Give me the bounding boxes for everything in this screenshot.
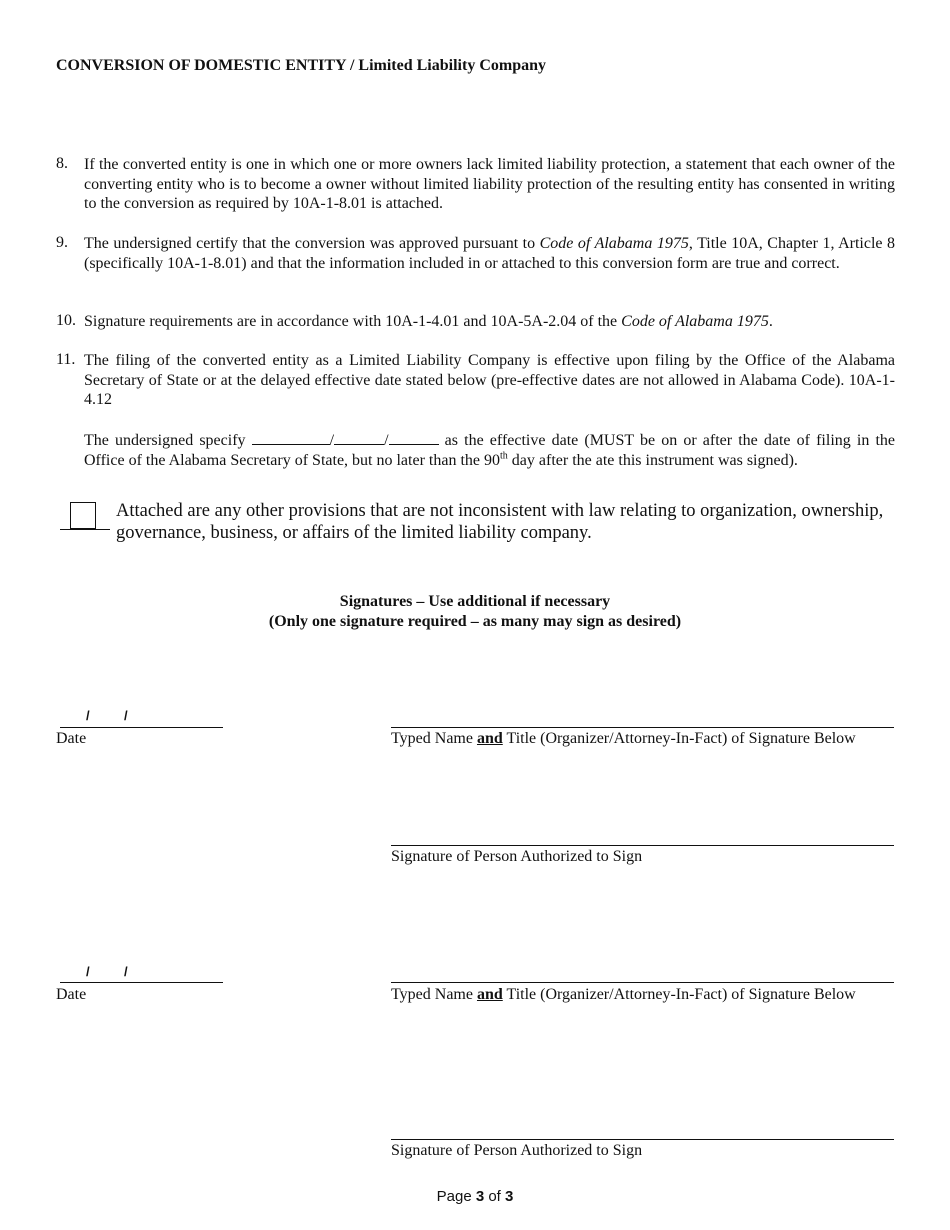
item-number: 11. bbox=[56, 351, 76, 368]
signature-line-2[interactable] bbox=[391, 1139, 894, 1140]
item-number: 10. bbox=[56, 312, 76, 329]
item-text: If the converted entity is one in which one or more owners lack limited liability protection, a statement that each owner of the converting entity who is to become a owner without limited liability protection of the resulting entity has consented in writing to the conversion as required by 10A-1-8.01 is attached. bbox=[84, 156, 895, 212]
signatures-subheading: (Only one signature required – as many may sign as desired) bbox=[268, 613, 682, 630]
signature-line-1[interactable] bbox=[391, 845, 894, 846]
page-title: CONVERSION OF DOMESTIC ENTITY / Limited Liability Company bbox=[56, 57, 546, 74]
list-item-11 bbox=[56, 351, 895, 410]
date-slash: / bbox=[124, 708, 128, 723]
date-line-1[interactable] bbox=[60, 727, 223, 728]
page-number: Page 3 of 3 bbox=[436, 1188, 514, 1205]
effective-date-month-field[interactable] bbox=[252, 430, 330, 445]
date-slash: / bbox=[86, 964, 90, 979]
attachment-text-line2: governance, business, or affairs of the limited liability company. bbox=[116, 523, 592, 543]
effective-date-year-field[interactable] bbox=[389, 430, 439, 445]
checkbox-underline bbox=[60, 529, 110, 530]
date-slash: / bbox=[124, 964, 128, 979]
item-number: 8. bbox=[56, 155, 68, 172]
date-line-2[interactable] bbox=[60, 982, 223, 983]
item-text: The undersigned certify that the conversion was approved pursuant to Code of Alabama 1975, Title 10A, Chapter 1, Article 8 (specifically 10A-1-8.01) and that the information included in or attached to this conversion form are true and correct. bbox=[84, 235, 896, 272]
typed-name-label: Typed Name and Title (Organizer/Attorney-In-Fact) of Signature Below bbox=[391, 730, 856, 747]
date-label: Date bbox=[56, 730, 87, 747]
attachment-text-line1: Attached are any other provisions that are not inconsistent with law relating to organization, ownership, bbox=[116, 501, 884, 521]
signature-label: Signature of Person Authorized to Sign bbox=[391, 848, 643, 865]
item-text: The filing of the converted entity as a Limited Liability Company is effective upon filing by the Office of the Alabama Secretary of State or at the delayed effective date stated below (pre-effective dates are not allowed in Alabama Code). 10A-1-4.12 bbox=[84, 352, 895, 408]
date-label: Date bbox=[56, 986, 87, 1003]
effective-date-day-field[interactable] bbox=[334, 430, 384, 445]
item-number: 9. bbox=[56, 234, 68, 251]
signatures-heading: Signatures – Use additional if necessary bbox=[339, 593, 611, 610]
list-item-8 bbox=[56, 155, 895, 214]
list-item-9 bbox=[56, 234, 895, 273]
attachment-checkbox[interactable] bbox=[70, 502, 96, 529]
typed-name-line-2[interactable] bbox=[391, 982, 894, 983]
list-item-10 bbox=[56, 312, 895, 332]
typed-name-label: Typed Name and Title (Organizer/Attorney-In-Fact) of Signature Below bbox=[391, 986, 856, 1003]
effective-date-statement: The undersigned specify / / as the effective date (MUST be on or after the date of filing in the Office of the Alabama Secretary of State, but no later than the 90th day after the ate this instrument was signed). bbox=[84, 432, 896, 469]
signature-label: Signature of Person Authorized to Sign bbox=[391, 1142, 643, 1159]
date-slash: / bbox=[86, 708, 90, 723]
item-text: Signature requirements are in accordance with 10A-1-4.01 and 10A-5A-2.04 of the Code of Alabama 1975. bbox=[84, 313, 773, 330]
attachment-provision bbox=[56, 500, 895, 544]
typed-name-line-1[interactable] bbox=[391, 727, 894, 728]
